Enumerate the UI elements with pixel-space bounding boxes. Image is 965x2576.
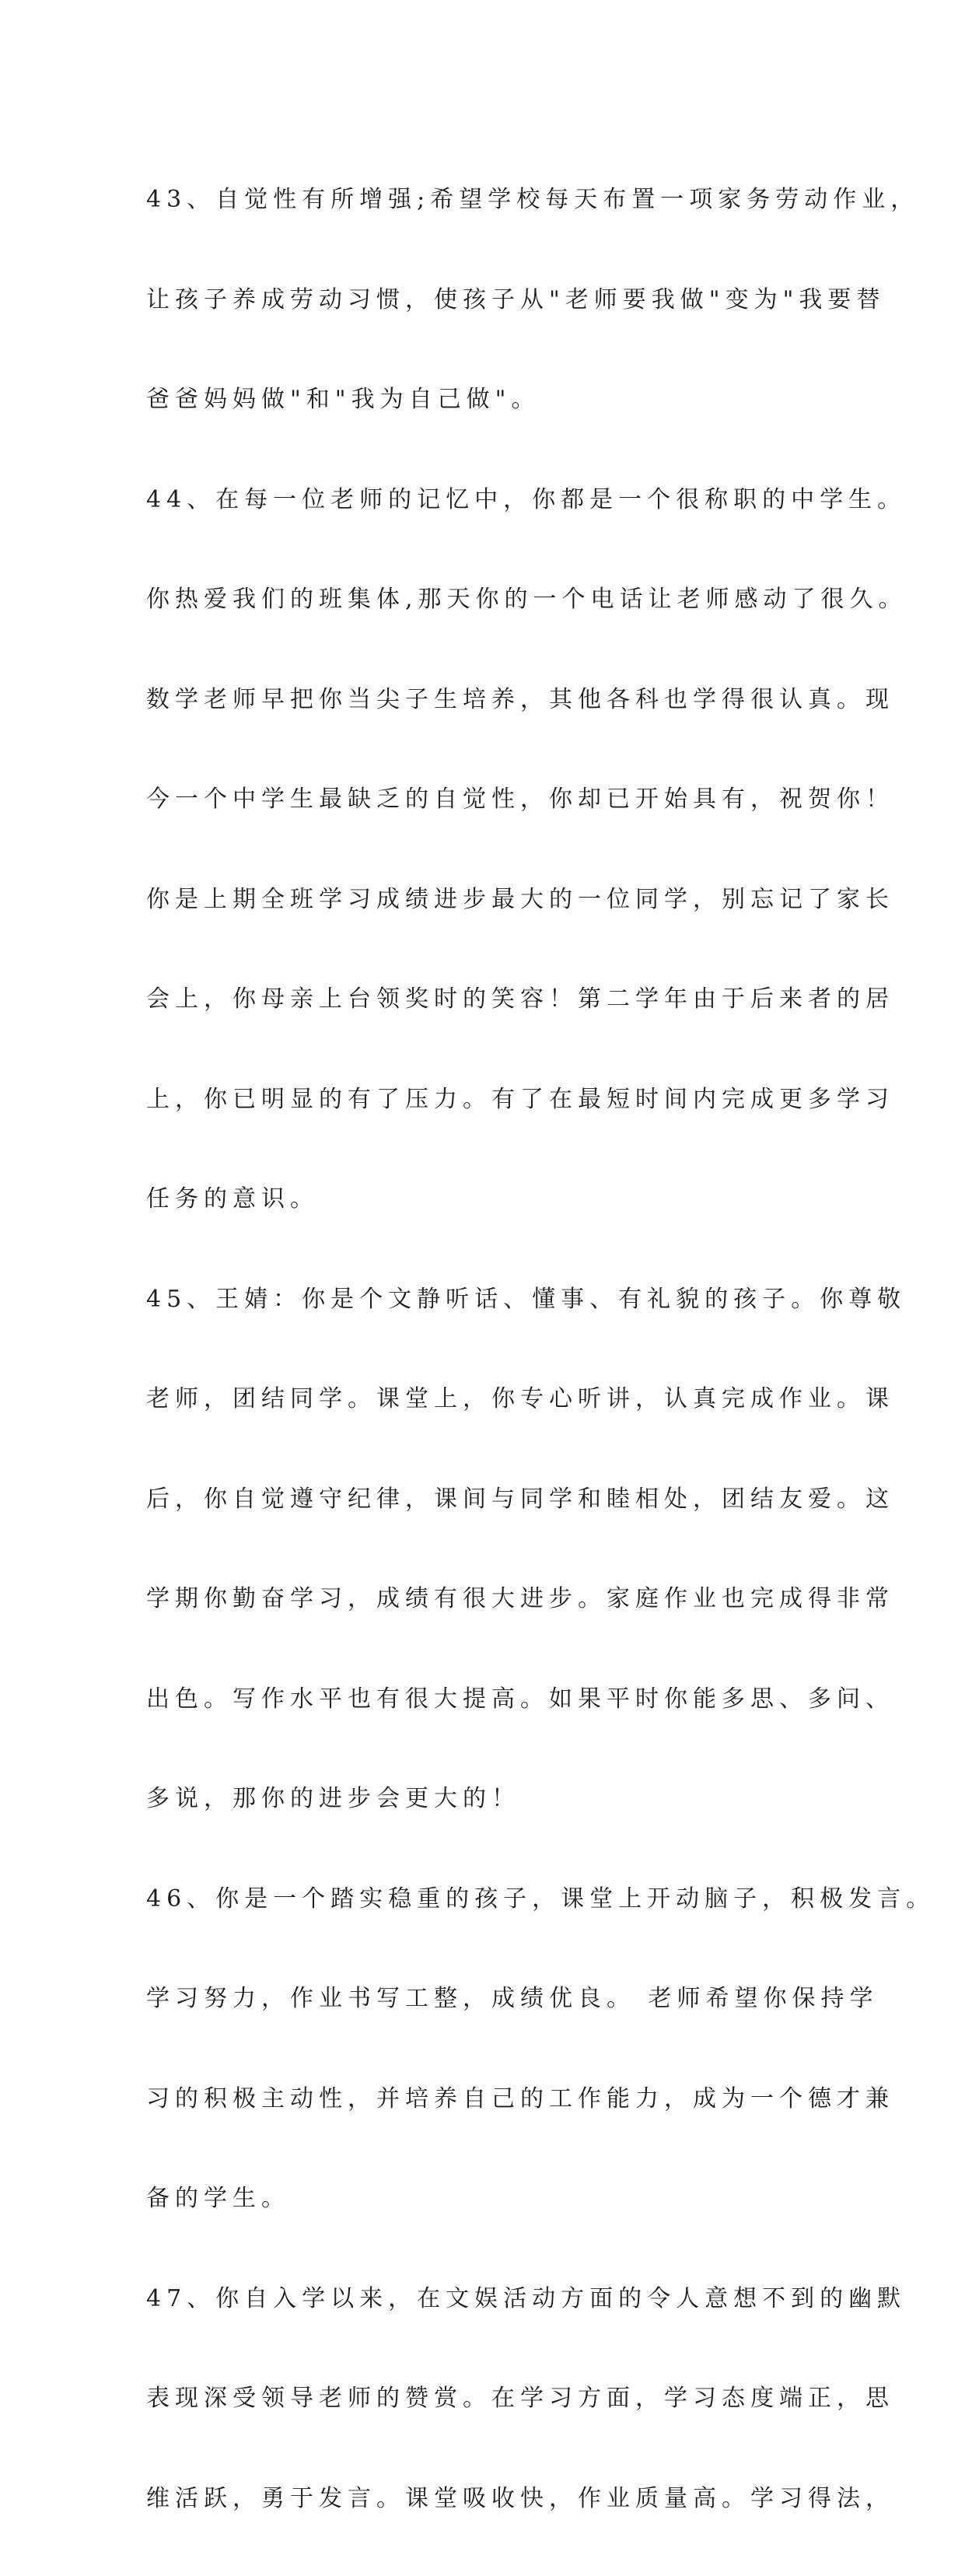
document-body	[146, 123, 935, 2576]
text-line: 你热爱我们的班集体,那天你的一个电话让老师感动了很久。	[146, 586, 907, 613]
text-line: 43、自觉性有所增强;希望学校每天布置一项家务劳动作业，	[146, 186, 920, 213]
text-line: 任务的意识。	[146, 1185, 319, 1213]
text-line: 学期你勤奋学习，成绩有很大进步。家庭作业也完成得非常	[146, 1585, 894, 1612]
text-line: 多说，那你的进步会更大的！	[146, 1785, 520, 1812]
text-line: 会上，你母亲上台领奖时的笑容！第二学年由于后来者的居	[146, 985, 894, 1013]
text-line: 老师，团结同学。课堂上，你专心听讲，认真完成作业。课	[146, 1385, 894, 1412]
text-line: 爸爸妈妈做"和"我为自己做"。	[146, 386, 540, 413]
text-line: 44、在每一位老师的记忆中，你都是一个很称职的中学生。	[146, 485, 907, 513]
text-line: 表现深受领导老师的赞赏。在学习方面，学习态度端正，思	[146, 2385, 894, 2412]
text-line: 让孩子养成劳动习惯，使孩子从"老师要我做"变为"我要替	[146, 285, 886, 313]
text-line: 47、你自入学以来，在文娱活动方面的令人意想不到的幽默	[146, 2284, 907, 2312]
text-line: 今一个中学生最缺乏的自觉性，你却已开始具有，祝贺你！	[146, 786, 894, 813]
text-line: 后，你自觉遵守纪律，课间与同学和睦相处，团结友爱。这	[146, 1485, 894, 1513]
text-line: 45、王婧：你是个文静听话、懂事、有礼貌的孩子。你尊敬	[146, 1285, 907, 1313]
text-line: 46、你是一个踏实稳重的孩子，课堂上开动脑子，积极发言。	[146, 1885, 935, 1913]
text-line: 维活跃，勇于发言。课堂吸收快，作业质量高。学习得法，	[146, 2484, 894, 2512]
text-line: 习的积极主动性，并培养自己的工作能力，成为一个德才兼	[146, 2084, 894, 2112]
text-line: 备的学生。	[146, 2185, 290, 2212]
text-line: 你是上期全班学习成绩进步最大的一位同学，别忘记了家长	[146, 885, 894, 913]
text-line: 学习努力，作业书写工整，成绩优良。 老师希望你保持学	[146, 1985, 879, 2012]
text-line: 上，你已明显的有了压力。有了在最短时间内完成更多学习	[146, 1085, 894, 1113]
text-line: 数学老师早把你当尖子生培养，其他各科也学得很认真。现	[146, 685, 894, 713]
text-line: 出色。写作水平也有很大提高。如果平时你能多思、多问、	[146, 1685, 894, 1713]
